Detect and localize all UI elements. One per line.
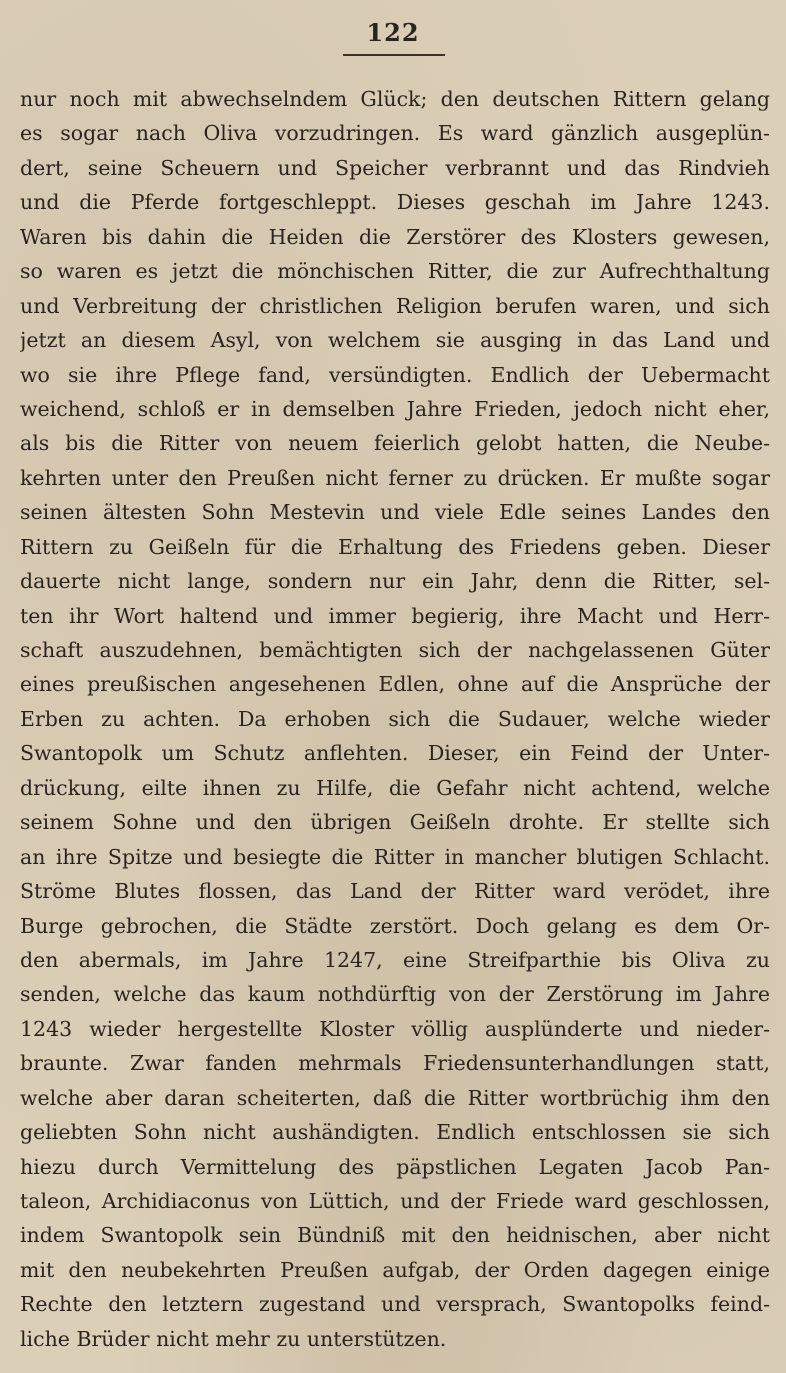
text-line: mit den neubekehrten Preußen aufgab, der Orden dagegen einige	[20, 1257, 770, 1282]
text-line: drückung, eilte ihnen zu Hilfe, die Gefahr nicht achtend, welche	[20, 775, 770, 800]
text-line: taleon, Archidiaconus von Lüttich, und der Friede ward geschlossen,	[20, 1189, 770, 1213]
text-line: welche aber daran scheiterten, daß die Ritter wortbrüchig ihm den	[20, 1085, 770, 1110]
text-line: ten ihr Wort haltend und immer begierig, ihre Macht und Herr-	[20, 603, 770, 628]
text-line: kehrten unter den Preußen nicht ferner zu drücken. Er mußte sogar	[20, 465, 770, 490]
page-number: 122	[366, 18, 420, 47]
page-number-rule	[343, 54, 445, 56]
text-line: jetzt an diesem Asyl, von welchem sie ausging in das Land und	[20, 328, 770, 353]
text-line: liche Brüder nicht mehr zu unterstützen.	[20, 1326, 447, 1351]
text-line: und die Pferde fortgeschleppt. Dieses geschah im Jahre 1243.	[20, 190, 770, 215]
text-line: Erben zu achten. Da erhoben sich die Sudauer, welche wieder	[20, 706, 770, 731]
text-line: dert, seine Scheuern und Speicher verbrannt und das Rindvieh	[20, 155, 770, 180]
text-line: so waren es jetzt die mönchischen Ritter, die zur Aufrechthaltung	[20, 259, 770, 284]
text-line: Ströme Blutes flossen, das Land der Ritter ward verödet, ihre	[20, 879, 770, 904]
text-line: nur noch mit abwechselndem Glück; den deutschen Rittern gelang	[20, 87, 770, 111]
text-line: schaft auszudehnen, bemächtigten sich der nachgelassenen Güter	[20, 638, 770, 662]
text-line: senden, welche das kaum nothdürftig von der Zerstörung im Jahre	[20, 982, 770, 1007]
text-line: es sogar nach Oliva vorzudringen. Es ward gänzlich ausgeplün-	[20, 121, 770, 146]
text-line: seinen ältesten Sohn Mestevin und viele Edle seines Landes den	[20, 500, 770, 525]
text-line: Swantopolk um Schutz anflehten. Dieser, ein Feind der Unter-	[20, 741, 770, 766]
text-line: Waren bis dahin die Heiden die Zerstörer des Klosters gewesen,	[20, 224, 770, 249]
text-line: hiezu durch Vermittelung des päpstlichen Legaten Jacob Pan-	[20, 1154, 770, 1179]
text-line: als bis die Ritter von neuem feierlich gelobt hatten, die Neube-	[20, 431, 770, 456]
text-line: seinem Sohne und den übrigen Geißeln drohte. Er stellte sich	[20, 810, 770, 835]
text-line: Rechte den letztern zugestand und versprach, Swantopolks feind-	[20, 1292, 770, 1317]
body-text	[20, 82, 770, 1356]
text-line: Rittern zu Geißeln für die Erhaltung des Friedens geben. Dieser	[20, 534, 770, 559]
text-line: indem Swantopolk sein Bündniß mit den heidnischen, aber nicht	[20, 1223, 770, 1248]
text-line: 1243 wieder hergestellte Kloster völlig ausplünderte und nieder-	[20, 1016, 770, 1041]
text-line: an ihre Spitze und besiegte die Ritter in mancher blutigen Schlacht.	[20, 844, 770, 869]
text-line: geliebten Sohn nicht aushändigten. Endlich entschlossen sie sich	[20, 1120, 770, 1145]
text-line: den abermals, im Jahre 1247, eine Streifparthie bis Oliva zu	[20, 947, 770, 972]
text-line: wo sie ihre Pflege fand, versündigten. Endlich der Uebermacht	[20, 362, 770, 387]
text-line: braunte. Zwar fanden mehrmals Friedensunterhandlungen statt,	[20, 1051, 770, 1076]
text-line: dauerte nicht lange, sondern nur ein Jahr, denn die Ritter, sel-	[20, 569, 770, 594]
text-line: Burge gebrochen, die Städte zerstört. Doch gelang es dem Or-	[20, 913, 770, 938]
text-line: eines preußischen angesehenen Edlen, ohne auf die Ansprüche der	[20, 672, 770, 697]
text-line: weichend, schloß er in demselben Jahre Frieden, jedoch nicht eher,	[20, 396, 770, 421]
text-line: und Verbreitung der christlichen Religion berufen waren, und sich	[20, 293, 770, 318]
